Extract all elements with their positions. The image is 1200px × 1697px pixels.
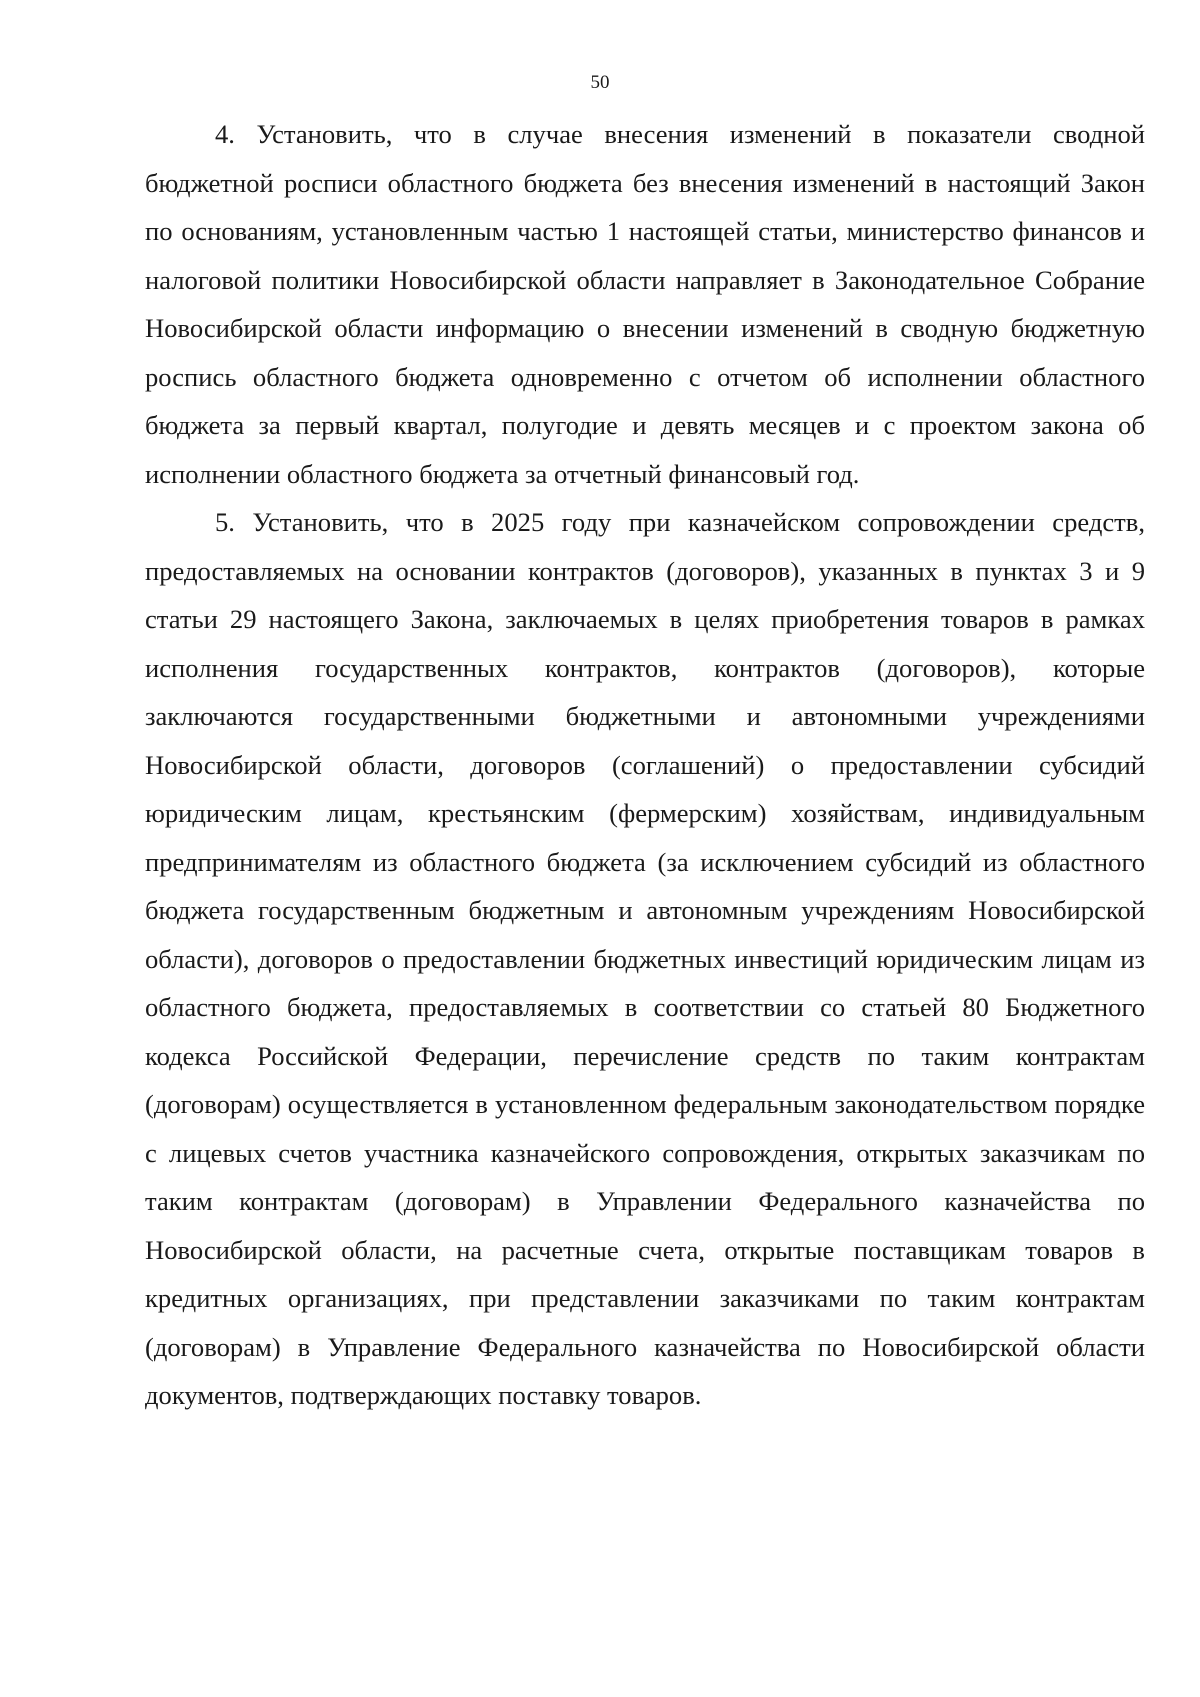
paragraph-item-5: 5. Установить, что в 2025 году при казначейском сопровождении средств, предоставляемых на основании контрактов (договоров), указанных в пунктах 3 и 9 статьи 29 настоящего Закона, заключаемых в целях приобретения товаров в рамках исполнения государственных контрактов, контрактов (договоров), которые заключаются государственными бюджетными и автономными учреждениями Новосибирской области, договоров (соглашений) о предоставлении субсидий юридическим лицам, крестьянским (фермерским) хозяйствам, индивидуальным предпринимателям из областного бюджета (за исключением субсидий из областного бюджета государственным бюджетным и автономным учреждениям Новосибирской области), договоров о предоставлении бюджетных инвестиций юридическим лицам из областного бюджета, предоставляемых в соответствии со статьей 80 Бюджетного кодекса Российской Федерации, перечисление средств по таким контрактам (договорам) осуществляется в установленном федеральным законодательством порядке с лицевых счетов участника казначейского сопровождения, открытых заказчикам по таким контрактам (договорам) в Управлении Федерального казначейства по Новосибирской области, на расчетные счета, открытые поставщикам товаров в кредитных организациях, при представлении заказчиками по таким контрактам (договорам) в Управление Федерального казначейства по Новосибирской области документов, подтверждающих поставку товаров. bbox=[145, 507, 1145, 1410]
paragraph-item-4: 4. Установить, что в случае внесения изменений в показатели сводной бюджетной росписи областного бюджета без внесения изменений в настоящий Закон по основаниям, установленным частью 1 настоящей статьи, министерство финансов и налоговой политики Новосибирской области направляет в Законодательное Собрание Новосибирской области информацию о внесении изменений в сводную бюджетную роспись областного бюджета одновременно с отчетом об исполнении областного бюджета за первый квартал, полугодие и девять месяцев и с проектом закона об исполнении областного бюджета за отчетный финансовый год. bbox=[145, 119, 1145, 489]
page-number: 50 bbox=[590, 72, 610, 93]
document-body bbox=[145, 110, 1145, 1420]
